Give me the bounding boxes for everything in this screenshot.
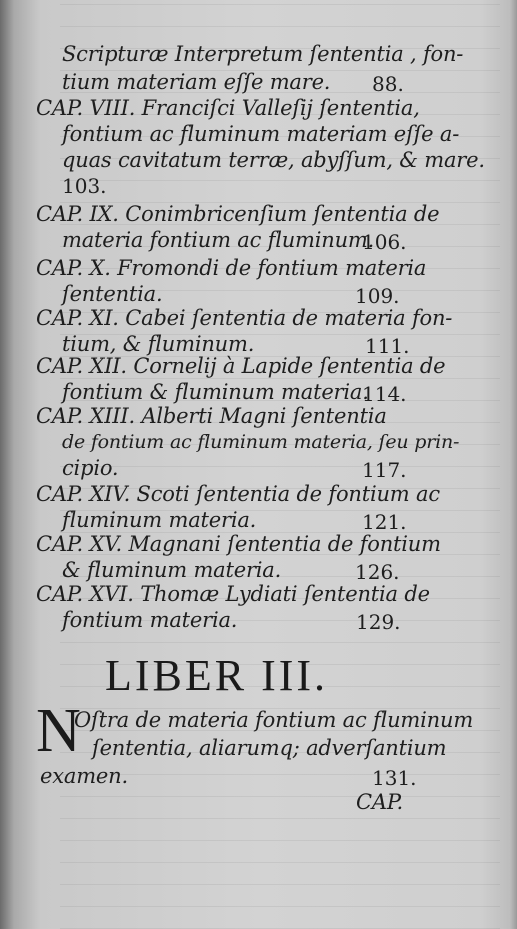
toc-line: CAP. X. Fromondi de fontium materia xyxy=(36,256,427,280)
toc-line: CAP. IX. Conimbricenſium ſententia de xyxy=(36,202,440,226)
toc-line: de fontium ac fluminum materia, ſeu prin- xyxy=(62,431,460,453)
toc-line: tium, & fluminum. xyxy=(62,332,255,356)
toc-line: ſententia, aliarumq; adverſantium xyxy=(92,736,447,760)
page-number: 111. xyxy=(365,334,410,358)
page-number: 103. xyxy=(62,174,107,198)
page-number: 106. xyxy=(362,230,407,254)
toc-line: fontium materia. xyxy=(62,608,238,632)
page-number: 121. xyxy=(362,510,407,534)
page-number: 126. xyxy=(355,560,400,584)
toc-line: CAP. XI. Cabei ſententia de materia fon- xyxy=(36,306,453,330)
toc-line: examen. xyxy=(40,764,128,788)
toc-line: Scripturæ Interpretum ſententia , fon- xyxy=(62,42,464,66)
page-number: 129. xyxy=(356,610,401,634)
toc-line: & fluminum materia. xyxy=(62,558,282,582)
toc-line: fontium & fluminum materia. xyxy=(62,380,369,404)
toc-line: tium materiam eſſe mare. xyxy=(62,70,331,94)
toc-line: Oſtra de materia fontium ac fluminum xyxy=(74,708,474,732)
drop-initial: N xyxy=(36,697,81,765)
toc-line: quas cavitatum terræ, abyſſum, & mare. xyxy=(62,148,485,172)
toc-line: CAP. XIII. Alberti Magni ſententia xyxy=(36,404,387,428)
page-number: 109. xyxy=(355,284,400,308)
toc-line: CAP. XVI. Thomæ Lydiati ſententia de xyxy=(36,582,430,606)
toc-line: materia fontium ac fluminum. xyxy=(62,228,375,252)
page-number: 117. xyxy=(362,458,407,482)
toc-line: CAP. XII. Cornelij à Lapide ſententia de xyxy=(36,354,446,378)
toc-line: fontium ac fluminum materiam eſſe a- xyxy=(62,122,460,146)
catchword: CAP. xyxy=(356,790,403,814)
page-number: 88. xyxy=(372,72,404,96)
toc-line: fluminum materia. xyxy=(62,508,257,532)
page-number: 114. xyxy=(362,382,407,406)
toc-line: CAP. XIV. Scoti ſententia de fontium ac xyxy=(36,482,440,506)
page-number: 131. xyxy=(372,766,417,790)
toc-line: cipio. xyxy=(62,456,119,480)
toc-line: CAP. XV. Magnani ſententia de fontium xyxy=(36,532,441,556)
toc-line: CAP. VIII. Franciſci Valleſij ſententia, xyxy=(36,96,420,120)
toc-line: ſententia. xyxy=(62,282,163,306)
section-heading: LIBER III. xyxy=(105,651,329,700)
